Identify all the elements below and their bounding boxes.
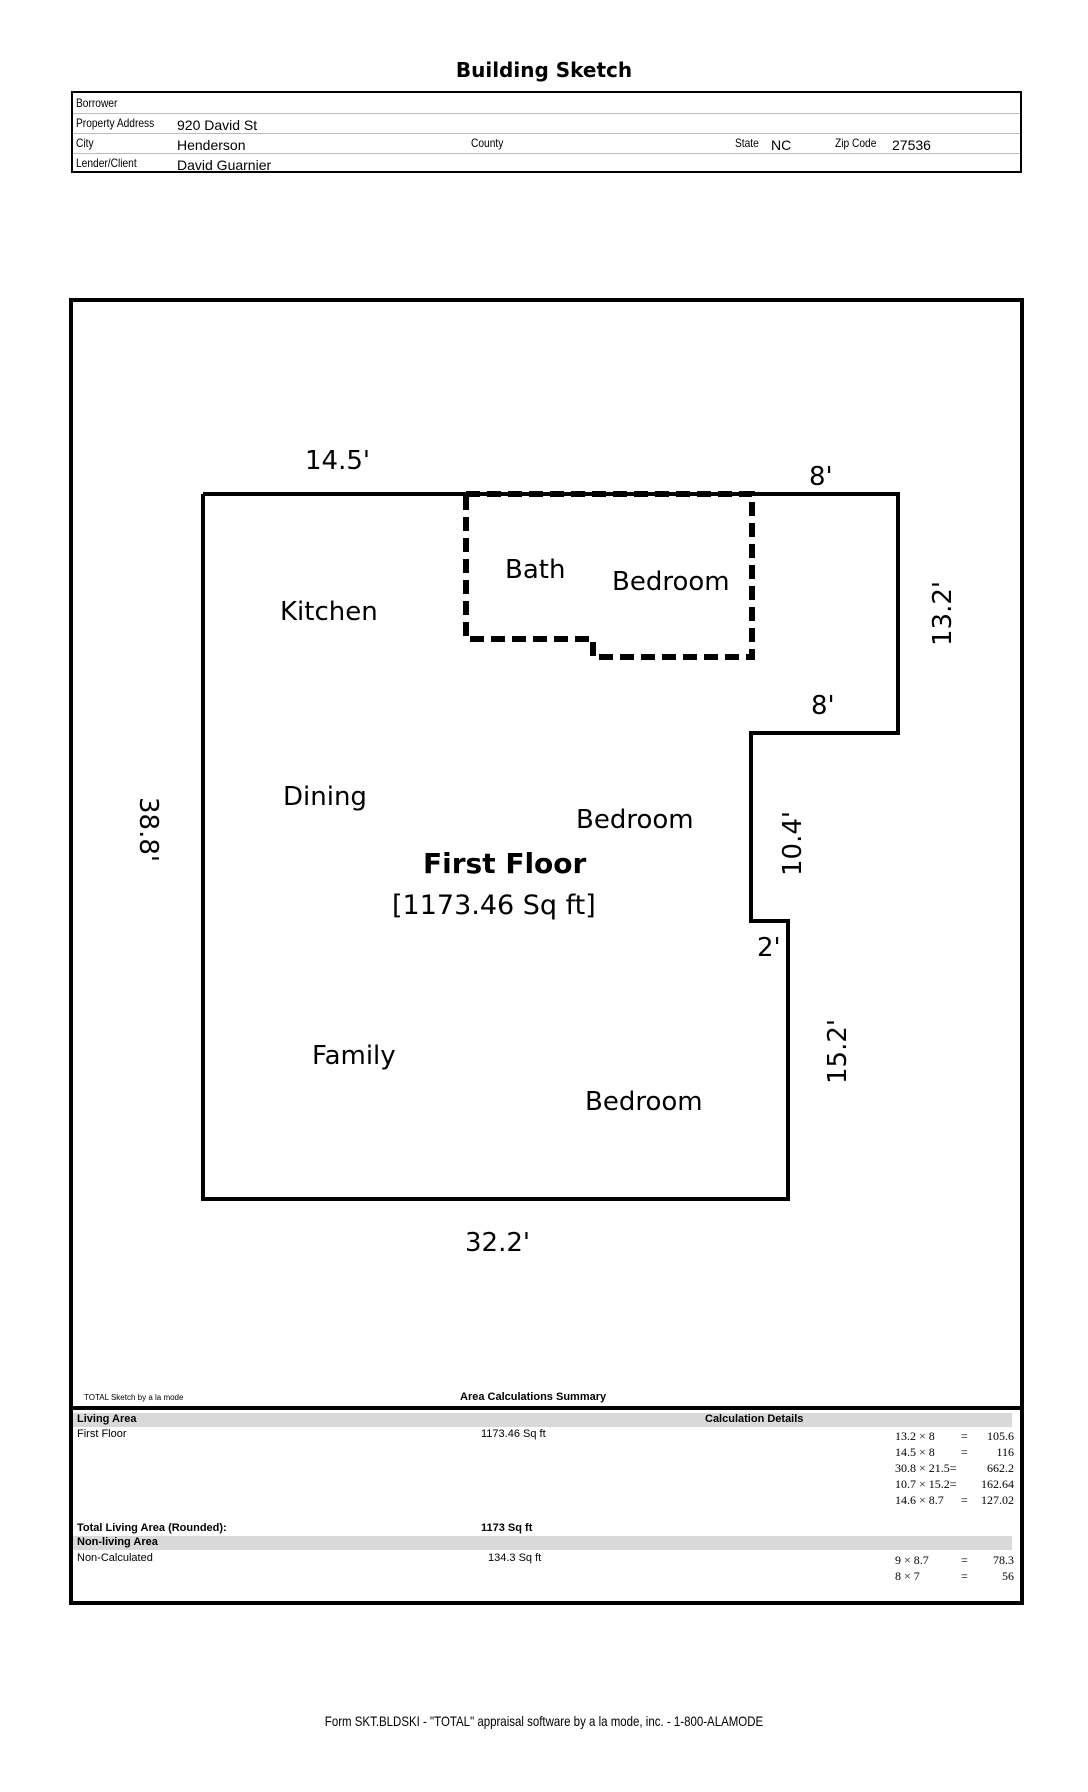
dim-left: 38.8' <box>133 797 163 863</box>
living-area-bar <box>73 1413 1012 1427</box>
calc-eq: = <box>961 1445 968 1459</box>
calc-eq: = <box>961 1553 968 1567</box>
calc-result: 127.02 <box>981 1493 1014 1507</box>
dim-top-right: 8' <box>809 462 833 492</box>
county-label: County <box>471 136 504 150</box>
calc-eq: = <box>961 1493 968 1507</box>
room-bedroom-bottom: Bedroom <box>585 1087 703 1117</box>
non-living-label: Non-living Area <box>77 1536 158 1548</box>
total-living-value: 1173 Sq ft <box>481 1522 533 1534</box>
room-family: Family <box>312 1041 396 1071</box>
living-area-label: Living Area <box>77 1413 137 1425</box>
dim-notch-small: 2' <box>757 933 781 963</box>
lender-value: David Guarnier <box>177 157 272 173</box>
first-floor-label: First Floor <box>77 1428 127 1440</box>
state-label: State <box>735 136 759 150</box>
calc-expr: 13.2 × 8 <box>895 1429 935 1443</box>
calc-result: 78.3 <box>993 1553 1014 1567</box>
non-calculated-area: 134.3 Sq ft <box>488 1552 542 1564</box>
calc-expr: 14.5 × 8 <box>895 1445 935 1459</box>
calc-expr: 9 × 8.7 <box>895 1553 929 1567</box>
floor-name: First Floor <box>423 847 587 880</box>
calc-result: 662.2 <box>987 1461 1014 1475</box>
state-value: NC <box>771 137 792 153</box>
calc-details-label: Calculation Details <box>705 1413 804 1425</box>
dim-right-lower: 15.2' <box>823 1018 853 1084</box>
room-bedroom-mid: Bedroom <box>576 805 694 835</box>
total-living-label: Total Living Area (Rounded): <box>77 1522 227 1534</box>
floor-area: [1173.46 Sq ft] <box>392 890 596 921</box>
room-kitchen: Kitchen <box>280 597 378 627</box>
dim-bottom: 32.2' <box>465 1228 531 1258</box>
address-label: Property Address <box>76 116 155 130</box>
lender-label: Lender/Client <box>76 156 137 170</box>
calc-result: 105.6 <box>987 1429 1014 1443</box>
non-calculated-label: Non-Calculated <box>77 1552 153 1564</box>
calc-expr: 8 × 7 <box>895 1569 920 1583</box>
sketch-credit: TOTAL Sketch by a la mode <box>84 1393 184 1402</box>
summary-divider <box>69 1406 1024 1410</box>
dim-right-upper: 13.2' <box>928 580 958 646</box>
borrower-label: Borrower <box>76 96 118 110</box>
dim-right-middle: 10.4' <box>778 810 808 876</box>
calc-result: 56 <box>1002 1569 1014 1583</box>
calc-expr: 10.7 × 15.2= <box>895 1477 957 1491</box>
zip-label: Zip Code <box>835 136 877 150</box>
calc-expr: 30.8 × 21.5= <box>895 1461 957 1475</box>
calc-expr: 14.6 × 8.7 <box>895 1493 944 1507</box>
dim-notch-top: 8' <box>811 691 835 721</box>
address-value: 920 David St <box>177 117 258 133</box>
page-title: Building Sketch <box>455 58 633 82</box>
form-footer: Form SKT.BLDSKI - "TOTAL" appraisal software by a la mode, inc. - 1-800-ALAMODE <box>324 1713 764 1729</box>
dim-top-left: 14.5' <box>305 446 371 476</box>
first-floor-area: 1173.46 Sq ft <box>481 1428 546 1440</box>
room-bedroom-top: Bedroom <box>612 567 730 597</box>
summary-title: Area Calculations Summary <box>460 1391 607 1403</box>
zip-value: 27536 <box>892 137 931 153</box>
city-label: City <box>76 136 94 150</box>
room-bath: Bath <box>505 555 566 585</box>
calc-eq: = <box>961 1429 968 1443</box>
calc-result: 162.64 <box>981 1477 1014 1491</box>
calc-result: 116 <box>996 1445 1014 1459</box>
calc-eq: = <box>961 1569 968 1583</box>
non-living-bar <box>73 1536 1012 1550</box>
city-value: Henderson <box>177 137 246 153</box>
room-dining: Dining <box>283 782 367 812</box>
